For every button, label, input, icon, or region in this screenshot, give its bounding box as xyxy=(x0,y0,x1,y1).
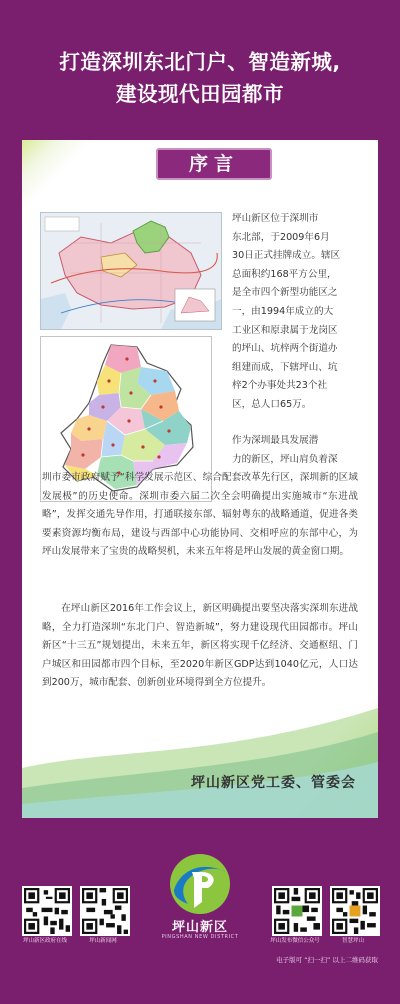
text-line: 的坪山、坑梓两个街道办 xyxy=(232,343,338,355)
text-line: 作为深圳最具发展潜 xyxy=(232,435,319,446)
preface-paragraph-2-start xyxy=(232,432,358,469)
text-line: 梓2个办事处共23个社 xyxy=(232,380,328,392)
text-line: 东北部，于2009年6月 xyxy=(232,231,330,243)
text-line: 坪山新区位于深圳市 xyxy=(232,213,319,224)
headline xyxy=(0,46,400,110)
qr-label: 坪山发布微信公众号 xyxy=(270,938,320,944)
qr-label: 智慧坪山 xyxy=(341,938,364,944)
preface-paragraph-2-rest: 圳市委市政府赋予“科学发展示范区、综合配套改革先行区，深圳新的区域发展极”的历史使命。深圳市委六届二次全会明确提出实施城市“东进战略”，发挥交通先导作用，打通联接东部、辐射粤东的战略通道，促进各类要素资源均衡布局，建设与西部中心功能协同、交相呼应的东部中心，为坪山发展带来了宝贵的战略契机，未来五年将是坪山发展的黄金窗口期。 xyxy=(42,472,358,558)
qr-label: 坪山新区政府在线 xyxy=(22,938,67,944)
text-line: 组建而成，下辖坪山、坑 xyxy=(232,361,338,373)
logo-name-en: PINGSHAN NEW DISTRICT xyxy=(161,934,239,940)
text-line: 力的新区，坪山肩负着深 xyxy=(232,453,338,465)
location-map-image xyxy=(40,212,222,330)
text-line: 工业区和原隶属于龙岗区 xyxy=(232,324,338,336)
text-line: 一，由1994年成立的大 xyxy=(232,305,334,317)
section-title: 序言 xyxy=(156,148,272,180)
text-line: 区，总人口65万。 xyxy=(232,398,312,410)
text-line: 是全市四个新型功能区之 xyxy=(232,287,338,299)
footer-note: 电子版可 “扫一扫” 以上二维码获取 xyxy=(276,956,378,964)
signature: 坪山新区党工委、管委会 xyxy=(191,775,356,791)
qr-label: 坪山新闻网 xyxy=(89,938,117,944)
preface-panel xyxy=(22,140,378,818)
headline-line-2: 建设现代田园都市 xyxy=(116,82,284,106)
text-line: 30日正式挂牌成立。辖区 xyxy=(232,250,341,262)
decorative-waves xyxy=(22,708,378,818)
pingshan-logo-icon xyxy=(168,852,232,916)
preface-paragraph-3: 在坪山新区2016年工作会议上，新区明确提出要坚决落实深圳东进战略，全力打造深圳“东北门户、智造新城”，努力建设现代田园都市。坪山新区“十三五”规划提出，未来五年，新区将实现千亿经济、交通枢纽、门户城区和田园都市四个目标，至2020年新区GDP达到1040亿元，人口达到200万，城市配套、创新创业环境得到全方位提升。 xyxy=(42,603,358,689)
preface-paragraph-1 xyxy=(232,210,358,415)
headline-line-1: 打造深圳东北门户、智造新城, xyxy=(59,50,341,74)
logo-name: 坪山新区 xyxy=(171,920,228,935)
text-line: 总面积约168平方公里， xyxy=(232,268,337,280)
